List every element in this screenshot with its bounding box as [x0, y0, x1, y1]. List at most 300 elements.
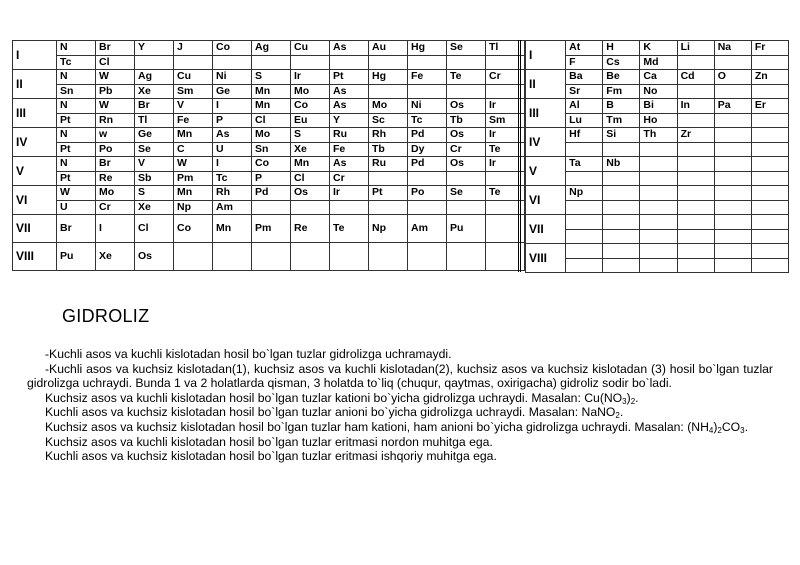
- element-cell: [714, 215, 751, 230]
- element-cell: [751, 157, 788, 172]
- element-cell: [291, 55, 330, 70]
- element-cell: Cr: [486, 70, 525, 85]
- element-cell: [751, 215, 788, 230]
- element-cell: [369, 200, 408, 215]
- element-cell: Co: [213, 41, 252, 56]
- element-cell: [408, 243, 447, 271]
- element-cell: Er: [751, 99, 788, 114]
- element-cell: [603, 171, 640, 186]
- element-cell: Li: [677, 41, 714, 56]
- element-cell: As: [330, 41, 369, 56]
- element-cell: Ru: [369, 157, 408, 172]
- element-cell: [677, 258, 714, 273]
- element-cell: [714, 55, 751, 70]
- element-cell: Os: [447, 157, 486, 172]
- element-cell: Re: [291, 215, 330, 243]
- element-cell: At: [566, 41, 603, 56]
- element-cell: Xe: [291, 142, 330, 157]
- element-cell: Fr: [751, 41, 788, 56]
- table-row: [13, 113, 525, 128]
- element-cell: Be: [603, 70, 640, 85]
- element-cell: Cl: [135, 215, 174, 243]
- element-cell: Pu: [57, 243, 96, 271]
- element-cell: [714, 84, 751, 99]
- element-cell: As: [330, 99, 369, 114]
- element-cell: [566, 171, 603, 186]
- element-cell: I: [96, 215, 135, 243]
- element-cell: Te: [486, 142, 525, 157]
- element-cell: [330, 200, 369, 215]
- element-cell: Pt: [57, 113, 96, 128]
- element-cell: S: [252, 70, 291, 85]
- element-cell: H: [603, 41, 640, 56]
- element-cell: W: [57, 186, 96, 201]
- element-cell: Ni: [213, 70, 252, 85]
- element-cell: N: [57, 41, 96, 56]
- element-cell: Ge: [135, 128, 174, 143]
- element-cell: Os: [447, 128, 486, 143]
- element-cell: S: [135, 186, 174, 201]
- element-cell: [677, 229, 714, 244]
- element-cell: Pt: [57, 142, 96, 157]
- element-cell: [677, 113, 714, 128]
- element-cell: [330, 243, 369, 271]
- element-cell: Cd: [677, 70, 714, 85]
- element-cell: [252, 243, 291, 271]
- table-row: [526, 200, 789, 215]
- element-cell: N: [57, 70, 96, 85]
- element-cell: [751, 229, 788, 244]
- element-cell: N: [57, 157, 96, 172]
- table-divider: [518, 40, 521, 272]
- element-cell: [447, 200, 486, 215]
- element-cell: Th: [640, 128, 677, 143]
- group-label: IV: [13, 128, 57, 157]
- element-cell: [751, 258, 788, 273]
- element-cell: Mn: [252, 84, 291, 99]
- element-cell: Au: [369, 41, 408, 56]
- group-label: VIII: [526, 244, 566, 273]
- group-label: I: [526, 41, 566, 70]
- element-cell: Hg: [369, 70, 408, 85]
- element-cell: O: [714, 70, 751, 85]
- element-cell: Mn: [291, 157, 330, 172]
- element-cell: Ta: [566, 157, 603, 172]
- element-cell: [566, 142, 603, 157]
- element-cell: Re: [96, 171, 135, 186]
- element-cell: [566, 215, 603, 230]
- element-cell: As: [330, 157, 369, 172]
- element-cell: Sc: [369, 113, 408, 128]
- element-cell: [677, 55, 714, 70]
- element-cell: Ir: [486, 99, 525, 114]
- element-cell: [408, 200, 447, 215]
- element-cell: Sb: [135, 171, 174, 186]
- element-cell: Tm: [603, 113, 640, 128]
- element-cell: [174, 55, 213, 70]
- table-row: [13, 41, 525, 56]
- element-cell: As: [330, 84, 369, 99]
- element-cell: Rh: [369, 128, 408, 143]
- element-cell: Br: [96, 157, 135, 172]
- group-label: VI: [526, 186, 566, 215]
- element-cell: Se: [447, 41, 486, 56]
- element-cell: Ag: [252, 41, 291, 56]
- element-cell: [566, 229, 603, 244]
- element-cell: N: [57, 99, 96, 114]
- element-cell: Br: [57, 215, 96, 243]
- element-cell: Hg: [408, 41, 447, 56]
- element-cell: [751, 244, 788, 259]
- table-row: [526, 157, 789, 172]
- table-row: [13, 186, 525, 201]
- table-row: [13, 84, 525, 99]
- element-cell: [174, 243, 213, 271]
- element-cell: I: [213, 157, 252, 172]
- element-cell: Se: [135, 142, 174, 157]
- element-cell: Cr: [96, 200, 135, 215]
- element-cell: [369, 84, 408, 99]
- paragraph: -Kuchli asos va kuchsiz kislotadan(1), kuchsiz asos va kuchli kislotadan(2), kuchsiz asos va kuchsiz kislotadan (3) hosil bo`lgan tuzlar gidrolizga uchraydi. Bunda 1 va 2 holatlarda qisman, 3 holatda to`liq (chuqur, qaytmas, oxirigacha) gidroliz sodir bo`ladi.: [27, 361, 773, 391]
- element-cell: [640, 200, 677, 215]
- element-cell: [677, 84, 714, 99]
- element-cell: P: [213, 113, 252, 128]
- element-cell: N: [57, 128, 96, 143]
- element-cell: [252, 200, 291, 215]
- element-cell: Po: [408, 186, 447, 201]
- element-cell: Tl: [135, 113, 174, 128]
- element-cell: Md: [640, 55, 677, 70]
- table-row: [13, 215, 525, 243]
- element-cell: Ir: [486, 157, 525, 172]
- element-cell: Sm: [174, 84, 213, 99]
- element-cell: Br: [135, 99, 174, 114]
- element-cell: [252, 55, 291, 70]
- element-cell: In: [677, 99, 714, 114]
- element-cell: V: [135, 157, 174, 172]
- element-cell: Co: [174, 215, 213, 243]
- element-cell: Te: [447, 70, 486, 85]
- group-label: II: [526, 70, 566, 99]
- element-cell: No: [640, 84, 677, 99]
- element-cell: Cu: [174, 70, 213, 85]
- element-cell: [714, 200, 751, 215]
- group-label: V: [13, 157, 57, 186]
- table-row: [526, 244, 789, 259]
- element-cell: [603, 258, 640, 273]
- table-row: [526, 41, 789, 56]
- element-cell: [640, 142, 677, 157]
- element-cell: Tl: [486, 41, 525, 56]
- element-cell: Pt: [369, 186, 408, 201]
- element-cell: Xe: [135, 84, 174, 99]
- element-cell: Pt: [330, 70, 369, 85]
- table-row: [526, 229, 789, 244]
- element-cell: Tb: [447, 113, 486, 128]
- paragraph: Kuchsiz asos va kuchsiz kislotadan hosil bo`lgan tuzlar ham kationi, ham anioni bo`yicha gidrolizga uchraydi. Masalan: $(NH_4)_2CO_3$.: [45, 419, 748, 435]
- element-cell: Cu: [291, 41, 330, 56]
- element-cell: [677, 244, 714, 259]
- element-cell: Lu: [566, 113, 603, 128]
- element-cell: [677, 171, 714, 186]
- element-cell: Cl: [252, 113, 291, 128]
- element-cell: Np: [566, 186, 603, 201]
- element-cell: I: [213, 99, 252, 114]
- element-cell: Ru: [330, 128, 369, 143]
- element-cell: Os: [135, 243, 174, 271]
- element-cell: [369, 243, 408, 271]
- element-cell: [714, 128, 751, 143]
- element-cell: [751, 186, 788, 201]
- element-cell: Po: [96, 142, 135, 157]
- element-cell: [640, 244, 677, 259]
- element-cell: Br: [96, 41, 135, 56]
- element-cell: Dy: [408, 142, 447, 157]
- table-row: [13, 142, 525, 157]
- element-cell: Os: [291, 186, 330, 201]
- table-row: [13, 171, 525, 186]
- element-cell: [751, 200, 788, 215]
- group-label: VI: [13, 186, 57, 215]
- table-row: [526, 99, 789, 114]
- element-cell: Mn: [174, 128, 213, 143]
- element-cell: [603, 200, 640, 215]
- element-cell: w: [96, 128, 135, 143]
- table-row: [526, 70, 789, 85]
- element-cell: Co: [252, 157, 291, 172]
- element-cell: Cl: [291, 171, 330, 186]
- element-cell: U: [57, 200, 96, 215]
- body-text: [27, 347, 773, 464]
- element-cell: [369, 55, 408, 70]
- group-label: I: [13, 41, 57, 70]
- element-cell: [714, 186, 751, 201]
- element-cell: Nb: [603, 157, 640, 172]
- paragraph: -Kuchli asos va kuchli kislotadan hosil bo`lgan tuzlar gidrolizga uchramaydi.: [45, 347, 452, 361]
- element-cell: [677, 142, 714, 157]
- element-cell: S: [291, 128, 330, 143]
- element-cell: Se: [447, 186, 486, 201]
- element-cell: [751, 84, 788, 99]
- element-cell: U: [213, 142, 252, 157]
- element-cell: [714, 244, 751, 259]
- group-label: III: [13, 99, 57, 128]
- table-row: [526, 171, 789, 186]
- element-cell: Ge: [213, 84, 252, 99]
- element-cell: Cr: [447, 142, 486, 157]
- element-cell: [447, 171, 486, 186]
- element-cell: [408, 84, 447, 99]
- element-cell: [640, 186, 677, 201]
- element-cell: [447, 84, 486, 99]
- table-row: [526, 55, 789, 70]
- group-label: VIII: [13, 243, 57, 271]
- table-row: [13, 55, 525, 70]
- element-cell: Ho: [640, 113, 677, 128]
- element-cell: Sn: [57, 84, 96, 99]
- element-cell: Pm: [174, 171, 213, 186]
- element-cell: Mn: [252, 99, 291, 114]
- element-cell: Pd: [252, 186, 291, 201]
- element-cell: Np: [174, 200, 213, 215]
- element-cell: Mo: [96, 186, 135, 201]
- paragraph: Kuchsiz asos va kuchli kislotadan hosil bo`lgan tuzlar kationi bo`yicha gidrolizga uchraydi. Masalan: $Cu(NO_3)_2$.: [45, 390, 639, 406]
- element-cell: Ni: [408, 99, 447, 114]
- element-cell: Rh: [213, 186, 252, 201]
- element-cell: Tc: [213, 171, 252, 186]
- element-cell: V: [174, 99, 213, 114]
- element-cell: Na: [714, 41, 751, 56]
- table-row: [526, 142, 789, 157]
- element-cell: K: [640, 41, 677, 56]
- element-cell: Sm: [486, 113, 525, 128]
- element-cell: [603, 142, 640, 157]
- element-cell: [751, 55, 788, 70]
- element-cell: Tb: [369, 142, 408, 157]
- element-cell: W: [96, 99, 135, 114]
- element-cell: [714, 171, 751, 186]
- element-cell: [135, 55, 174, 70]
- element-cell: [408, 55, 447, 70]
- element-cell: [677, 200, 714, 215]
- element-cell: Cr: [330, 171, 369, 186]
- element-cell: Sn: [252, 142, 291, 157]
- element-cell: W: [96, 70, 135, 85]
- element-cell: Bi: [640, 99, 677, 114]
- element-cell: Pa: [714, 99, 751, 114]
- element-cell: [640, 258, 677, 273]
- element-cell: [714, 142, 751, 157]
- element-cell: Mo: [252, 128, 291, 143]
- element-cell: Pd: [408, 157, 447, 172]
- element-cell: Cl: [96, 55, 135, 70]
- element-cell: [677, 186, 714, 201]
- element-cell: Pd: [408, 128, 447, 143]
- table-row: [13, 157, 525, 172]
- element-cell: [603, 186, 640, 201]
- element-cell: [677, 157, 714, 172]
- element-cell: Mo: [291, 84, 330, 99]
- element-table-right: [525, 40, 789, 273]
- element-cell: Y: [330, 113, 369, 128]
- element-cell: Np: [369, 215, 408, 243]
- element-cell: [447, 55, 486, 70]
- element-cell: Al: [566, 99, 603, 114]
- element-cell: Ir: [486, 128, 525, 143]
- element-cell: [330, 55, 369, 70]
- element-cell: F: [566, 55, 603, 70]
- element-cell: Sr: [566, 84, 603, 99]
- element-cell: [714, 157, 751, 172]
- element-cell: [714, 258, 751, 273]
- element-cell: Cs: [603, 55, 640, 70]
- element-cell: [751, 171, 788, 186]
- element-cell: Ir: [291, 70, 330, 85]
- paragraph: Kuchli asos va kuchsiz kislotadan hosil bo`lgan tuzlar eritmasi ishqoriy muhitga ega.: [45, 449, 497, 464]
- element-cell: [408, 171, 447, 186]
- element-cell: Mo: [369, 99, 408, 114]
- element-cell: [603, 229, 640, 244]
- paragraph: Kuchli asos va kuchsiz kislotadan hosil bo`lgan tuzlar anioni bo`yicha gidrolizga uchraydi. Masalan: NaNO$_2$.: [45, 405, 624, 421]
- element-cell: J: [174, 41, 213, 56]
- element-cell: [751, 128, 788, 143]
- element-cell: [566, 244, 603, 259]
- table-row: [13, 243, 525, 271]
- element-cell: Rn: [96, 113, 135, 128]
- element-cell: Y: [135, 41, 174, 56]
- element-cell: [291, 200, 330, 215]
- element-cell: B: [603, 99, 640, 114]
- table-row: [13, 128, 525, 143]
- page-title: GIDROLIZ: [62, 306, 150, 326]
- element-cell: Os: [447, 99, 486, 114]
- element-cell: Fm: [603, 84, 640, 99]
- element-cell: Xe: [135, 200, 174, 215]
- element-cell: [566, 258, 603, 273]
- element-cell: [213, 55, 252, 70]
- element-cell: Co: [291, 99, 330, 114]
- element-cell: Fe: [408, 70, 447, 85]
- element-cell: [566, 200, 603, 215]
- element-cell: Pb: [96, 84, 135, 99]
- element-cell: Eu: [291, 113, 330, 128]
- element-cell: Zr: [677, 128, 714, 143]
- table-row: [13, 70, 525, 85]
- table-row: [526, 128, 789, 143]
- element-cell: Si: [603, 128, 640, 143]
- group-label: V: [526, 157, 566, 186]
- element-cell: Zn: [751, 70, 788, 85]
- paragraph: Kuchsiz asos va kuchli kislotadan hosil bo`lgan tuzlar eritmasi nordon muhitga ega.: [45, 434, 493, 449]
- element-cell: Te: [486, 186, 525, 201]
- element-cell: Am: [213, 200, 252, 215]
- element-cell: [640, 171, 677, 186]
- element-cell: Fe: [330, 142, 369, 157]
- element-cell: As: [213, 128, 252, 143]
- element-cell: P: [252, 171, 291, 186]
- element-cell: [714, 113, 751, 128]
- table-row: [526, 258, 789, 273]
- table-row: [13, 99, 525, 114]
- table-row: [526, 113, 789, 128]
- element-cell: [751, 113, 788, 128]
- element-cell: Fe: [174, 113, 213, 128]
- element-table-left: [12, 40, 525, 271]
- element-cell: [291, 243, 330, 271]
- element-cell: C: [174, 142, 213, 157]
- element-cell: Tc: [408, 113, 447, 128]
- element-cell: Pt: [57, 171, 96, 186]
- element-cell: Pu: [447, 215, 486, 243]
- element-cell: Ca: [640, 70, 677, 85]
- element-cell: Hf: [566, 128, 603, 143]
- element-cell: Mn: [174, 186, 213, 201]
- element-cell: Tc: [57, 55, 96, 70]
- element-cell: W: [174, 157, 213, 172]
- element-cell: [213, 243, 252, 271]
- element-cell: [369, 171, 408, 186]
- table-row: [526, 84, 789, 99]
- element-cell: [714, 229, 751, 244]
- element-cell: [447, 243, 486, 271]
- element-cell: Pm: [252, 215, 291, 243]
- element-cell: [640, 157, 677, 172]
- element-cell: [640, 229, 677, 244]
- element-cell: [603, 215, 640, 230]
- group-label: III: [526, 99, 566, 128]
- group-label: IV: [526, 128, 566, 157]
- element-cell: Ir: [330, 186, 369, 201]
